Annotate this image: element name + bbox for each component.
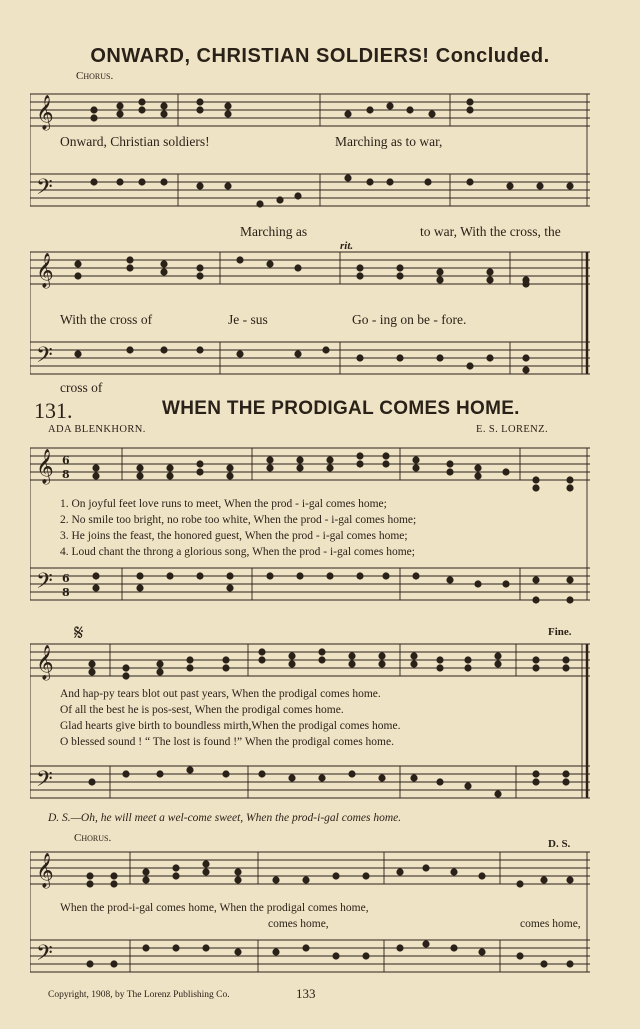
chorus-label-hymn: Chorus. xyxy=(74,832,112,844)
lyrics-row-3c: Go - ing on be - fore. xyxy=(352,312,467,327)
svg-text:𝄞: 𝄞 xyxy=(36,449,54,484)
hymn-title: WHEN THE PRODIGAL COMES HOME. xyxy=(162,398,520,419)
title-suffix: Concluded. xyxy=(435,45,550,67)
segno-mark: 𝄋 xyxy=(74,620,84,645)
verse-line-1: 1. On joyful feet love runs to meet, When the prod - i-gal comes home; xyxy=(60,498,387,510)
verse-line-2: 2. No smile too bright, no robe too white, When the prod - i-gal comes home; xyxy=(60,514,417,526)
staff-system-3 xyxy=(30,438,590,618)
page-title xyxy=(0,44,640,68)
hymn-number: 131. xyxy=(34,398,73,423)
staff-system-1 xyxy=(30,88,590,238)
svg-text:𝄞: 𝄞 xyxy=(36,95,54,130)
staff-system-4 xyxy=(30,634,590,804)
chorus-bass-lyric-a: comes home, xyxy=(268,918,329,930)
lyrics-row-3b: Je - sus xyxy=(228,312,268,327)
svg-text:𝄢: 𝄢 xyxy=(36,569,53,599)
chorus-lyrics-line: When the prod-i-gal comes home, When the prodigal comes home, xyxy=(60,902,369,914)
verse-line-4: 4. Loud chant the throng a glorious song, When the prod - i-gal comes home; xyxy=(60,546,415,558)
lyrics-row-1: Onward, Christian soldiers! xyxy=(60,134,210,149)
svg-text:𝄢: 𝄢 xyxy=(36,175,53,205)
chorus-label-top: Chorus. xyxy=(76,70,114,82)
author-credit: ADA BLENKHORN. xyxy=(48,424,146,435)
staff-system-5 xyxy=(30,846,590,986)
rit-marking: rit. xyxy=(340,240,354,252)
refrain-line-4: O blessed sound ! “ The lost is found !” When the prodigal comes home. xyxy=(60,736,394,748)
lyrics-row-4: cross of xyxy=(60,380,103,395)
svg-text:𝄞: 𝄞 xyxy=(36,253,54,288)
verse-line-3: 3. He joins the feast, the honored guest, When the prod - i-gal comes home; xyxy=(60,530,408,542)
lyrics-row-2a: Marching as xyxy=(240,224,308,239)
copyright-notice: Copyright, 1908, by The Lorenz Publishing Co. xyxy=(48,990,230,1000)
refrain-line-1: And hap-py tears blot out past years, When the prodigal comes home. xyxy=(60,688,381,700)
refrain-line-3: Glad hearts give birth to boundless mirth,When the prodigal comes home. xyxy=(60,720,401,732)
svg-text:8: 8 xyxy=(62,586,70,599)
ds-lyric-line: D. S.—Oh, he will meet a wel-come sweet, When the prod-i-gal comes home. xyxy=(48,812,402,824)
svg-text:6: 6 xyxy=(62,454,70,467)
chorus-bass-lyric-b: comes home, xyxy=(520,918,581,930)
refrain-line-2: Of all the best he is pos-sest, When the prodigal comes home. xyxy=(60,704,344,716)
lyrics-row-2b: to war, With the cross, the xyxy=(420,224,561,239)
svg-text:𝄞: 𝄞 xyxy=(36,645,54,680)
composer-credit: E. S. LORENZ. xyxy=(476,424,548,435)
fine-mark: Fine. xyxy=(548,626,572,638)
title-main-text: ONWARD, CHRISTIAN SOLDIERS! xyxy=(90,45,430,67)
svg-text:6: 6 xyxy=(62,572,70,585)
ds-mark: D. S. xyxy=(548,838,571,850)
svg-text:𝄢: 𝄢 xyxy=(36,767,53,797)
svg-text:𝄢: 𝄢 xyxy=(36,343,53,373)
svg-text:𝄞: 𝄞 xyxy=(36,853,54,888)
svg-text:𝄢: 𝄢 xyxy=(36,941,53,971)
lyrics-row-3: With the cross of xyxy=(60,312,153,327)
page-number: 133 xyxy=(296,986,316,1001)
lyrics-row-1b: Marching as to war, xyxy=(335,134,443,149)
svg-text:8: 8 xyxy=(62,468,70,481)
